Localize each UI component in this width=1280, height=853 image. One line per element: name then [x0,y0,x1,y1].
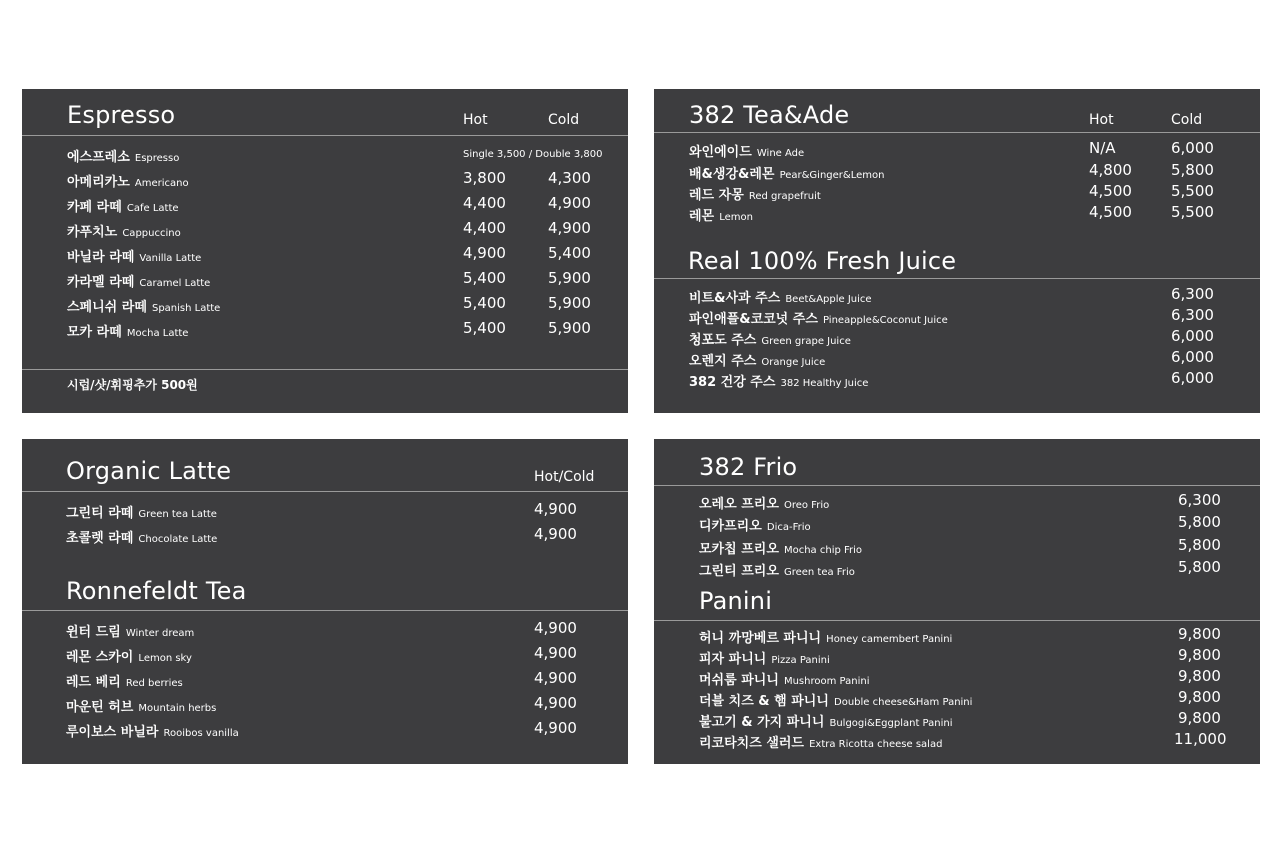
organic-rule [22,491,628,492]
item-english-name: Double cheese&Ham Panini [834,697,973,708]
price: 5,800 [1178,558,1221,576]
menu-item-mocha-latte [67,321,188,340]
item-english-name: Rooibos vanilla [163,728,239,739]
menu-item-lemon-sky [66,646,192,665]
item-english-name: Pineapple&Coconut Juice [822,315,948,326]
item-english-name: Honey camembert Panini [826,634,953,645]
hot-price: 4,900 [463,244,506,262]
item-english-name: Beet&Apple Juice [785,294,872,305]
espresso-title: Espresso [67,101,176,129]
price: 4,900 [534,525,577,543]
item-korean-name: 불고기 & 가지 파니니 [699,715,825,730]
item-korean-name: 청포도 주스 [689,333,757,348]
item-korean-name: 레몬 스카이 [66,650,134,665]
latte-tea-board [22,439,628,764]
menu-item-honey-camembert-panini [699,627,952,646]
hot-price: N/A [1089,139,1116,157]
item-korean-name: 모카 라떼 [67,325,122,340]
item-korean-name: 바닐라 라떼 [67,250,135,265]
menu-item-rooibos-vanilla [66,721,239,740]
item-korean-name: 와인에이드 [689,145,752,160]
item-english-name: Pizza Panini [771,655,830,666]
item-korean-name: 모카칩 프리오 [699,542,779,557]
espresso-board [22,89,628,413]
menu-item-pineapple-coconut-juice [689,308,948,327]
item-korean-name: 레드 자몽 [689,188,744,203]
menu-item-winter-dream [66,621,194,640]
ronnefeldt-rule [22,610,628,611]
item-korean-name: 아메리카노 [67,175,130,190]
item-english-name: Chocolate Latte [138,534,218,545]
menu-item-green-tea-latte [66,502,217,521]
menu-item-mushroom-panini [699,669,869,688]
espresso-cold-header: Cold [548,112,580,128]
item-korean-name: 머쉬룸 파니니 [699,673,779,688]
price: 6,000 [1171,327,1214,345]
juice-title: Real 100% Fresh Juice [688,247,957,275]
item-english-name: Green tea Frio [783,567,855,578]
item-korean-name: 초콜렛 라떼 [66,531,134,546]
menu-item-caramel-latte [67,271,210,290]
item-korean-name: 382 건강 주스 [689,375,776,390]
hot-price: 3,800 [463,169,506,187]
hot-price: 5,400 [463,294,506,312]
cold-price: 5,900 [548,294,591,312]
item-english-name: Winter dream [125,628,195,639]
price: 4,900 [534,669,577,687]
item-korean-name: 레몬 [689,209,715,224]
panini-title: Panini [699,587,773,615]
cold-price: 5,400 [548,244,591,262]
price: 9,800 [1178,646,1221,664]
item-english-name: Bulgogi&Eggplant Panini [829,718,953,729]
item-korean-name: 마운틴 허브 [66,700,134,715]
item-korean-name: 윈터 드림 [66,625,121,640]
price: 4,900 [534,500,577,518]
item-english-name: Mocha Latte [126,328,189,339]
menu-item-dica-frio [699,515,811,534]
menu-item-cappuccino [67,221,181,240]
item-english-name: Mountain herbs [138,703,217,714]
menu-item-espresso [67,146,179,165]
espresso-note-rule [22,369,628,370]
item-korean-name: 비트&사과 주스 [689,291,781,306]
item-english-name: Red berries [125,678,183,689]
item-english-name: Red grapefruit [748,191,821,202]
item-korean-name: 루이보스 바닐라 [66,725,159,740]
menu-item-orange-juice [689,350,825,369]
menu-item-americano [67,171,189,190]
panini-rule [654,620,1260,621]
menu-item-green-tea-frio [699,560,855,579]
item-korean-name: 그린티 라떼 [66,506,134,521]
menu-item-chocolate-latte [66,527,217,546]
item-english-name: Americano [134,178,189,189]
price: 9,800 [1178,625,1221,643]
tea-ade-hot-header: Hot [1089,112,1114,128]
price: 4,900 [534,619,577,637]
item-english-name: Mocha chip Frio [783,545,863,556]
item-korean-name: 허니 까망베르 파니니 [699,631,822,646]
item-english-name: Cafe Latte [126,203,179,214]
menu-item-green-grape-juice [689,329,851,348]
item-english-name: Green grape Juice [761,336,851,347]
price: 6,000 [1171,348,1214,366]
juice-rule [654,278,1260,279]
cold-price: 4,900 [548,194,591,212]
item-korean-name: 레드 베리 [66,675,121,690]
item-korean-name: 디카프리오 [699,519,762,534]
menu-item-pear-ginger-lemon [689,163,884,182]
item-english-name: Dica-Frio [766,522,811,533]
cold-price: 4,300 [548,169,591,187]
menu-item-ricotta-salad [699,732,942,751]
item-english-name: Caramel Latte [139,278,211,289]
item-korean-name: 파인애플&코코넛 주스 [689,312,818,327]
hot-price: 5,400 [463,269,506,287]
espresso-rule [22,135,628,136]
item-korean-name: 오렌지 주스 [689,354,757,369]
price: 4,900 [534,719,577,737]
price: 9,800 [1178,688,1221,706]
tea-ade-cold-header: Cold [1171,112,1203,128]
ronnefeldt-title: Ronnefeldt Tea [66,577,247,605]
price: 9,800 [1178,709,1221,727]
hot-price: 4,400 [463,219,506,237]
item-english-name: Espresso [134,153,180,164]
item-english-name: Orange Juice [761,357,826,368]
item-english-name: Cappuccino [122,228,181,239]
menu-item-spanish-latte [67,296,220,315]
item-korean-name: 그린티 프리오 [699,564,779,579]
price: 6,300 [1171,306,1214,324]
item-korean-name: 오레오 프리오 [699,497,779,512]
item-english-name: Green tea Latte [138,509,217,520]
espresso-addon-note: 시럽/샷/휘핑추가 500원 [67,378,198,392]
hot-price: 4,500 [1089,203,1132,221]
tea-ade-juice-board [654,89,1260,413]
price: 4,900 [534,694,577,712]
price: 4,900 [534,644,577,662]
hot-price: 5,400 [463,319,506,337]
item-korean-name: 에스프레소 [67,150,130,165]
organic-hotcold-header: Hot/Cold [534,469,595,485]
item-english-name: 382 Healthy Juice [780,378,869,389]
tea-ade-rule [654,132,1260,133]
organic-title: Organic Latte [66,457,232,485]
item-korean-name: 더블 치즈 & 햄 파니니 [699,694,829,709]
price: 11,000 [1174,730,1227,748]
menu-item-mocha-chip-frio [699,538,862,557]
item-korean-name: 카페 라떼 [67,200,122,215]
price: 5,800 [1178,536,1221,554]
menu-item-cafe-latte [67,196,179,215]
item-korean-name: 리코타치즈 샐러드 [699,736,804,751]
item-korean-name: 스페니쉬 라떼 [67,300,147,315]
item-english-name: Spanish Latte [151,303,221,314]
frio-rule [654,485,1260,486]
menu-item-red-berries [66,671,183,690]
item-english-name: Mushroom Panini [783,676,870,687]
menu-item-healthy-juice [689,371,868,390]
hot-price: 4,800 [1089,161,1132,179]
price: 9,800 [1178,667,1221,685]
menu-item-red-grapefruit [689,184,821,203]
menu-item-pizza-panini [699,648,830,667]
item-english-name: Lemon sky [138,653,192,664]
cold-price: 5,500 [1171,203,1214,221]
menu-item-vanilla-latte [67,246,201,265]
cold-price: 5,800 [1171,161,1214,179]
price: 6,300 [1171,285,1214,303]
espresso-hot-header: Hot [463,112,488,128]
cold-price: 6,000 [1171,139,1214,157]
tea-ade-title: 382 Tea&Ade [689,101,850,129]
cold-price: 5,900 [548,319,591,337]
menu-item-mountain-herbs [66,696,216,715]
menu-item-wine-ade [689,141,804,160]
item-english-name: Vanilla Latte [139,253,202,264]
espresso-combo-price: Single 3,500 / Double 3,800 [463,149,603,160]
price: 6,000 [1171,369,1214,387]
menu-item-double-cheese-ham-panini [699,690,972,709]
frio-panini-board [654,439,1260,764]
item-english-name: Wine Ade [756,148,805,159]
item-english-name: Pear&Ginger&Lemon [779,170,885,181]
item-korean-name: 배&생강&레몬 [689,167,775,182]
hot-price: 4,400 [463,194,506,212]
cold-price: 5,500 [1171,182,1214,200]
item-english-name: Oreo Frio [783,500,830,511]
price: 5,800 [1178,513,1221,531]
cold-price: 4,900 [548,219,591,237]
price: 6,300 [1178,491,1221,509]
item-korean-name: 카라멜 라떼 [67,275,135,290]
hot-price: 4,500 [1089,182,1132,200]
menu-item-bulgogi-eggplant-panini [699,711,953,730]
menu-item-lemon [689,205,753,224]
item-korean-name: 카푸치노 [67,225,118,240]
menu-item-beet-apple-juice [689,287,872,306]
item-korean-name: 피자 파니니 [699,652,767,667]
cold-price: 5,900 [548,269,591,287]
menu-item-oreo-frio [699,493,829,512]
item-english-name: Extra Ricotta cheese salad [809,739,943,750]
item-english-name: Lemon [719,212,753,223]
frio-title: 382 Frio [699,453,798,481]
